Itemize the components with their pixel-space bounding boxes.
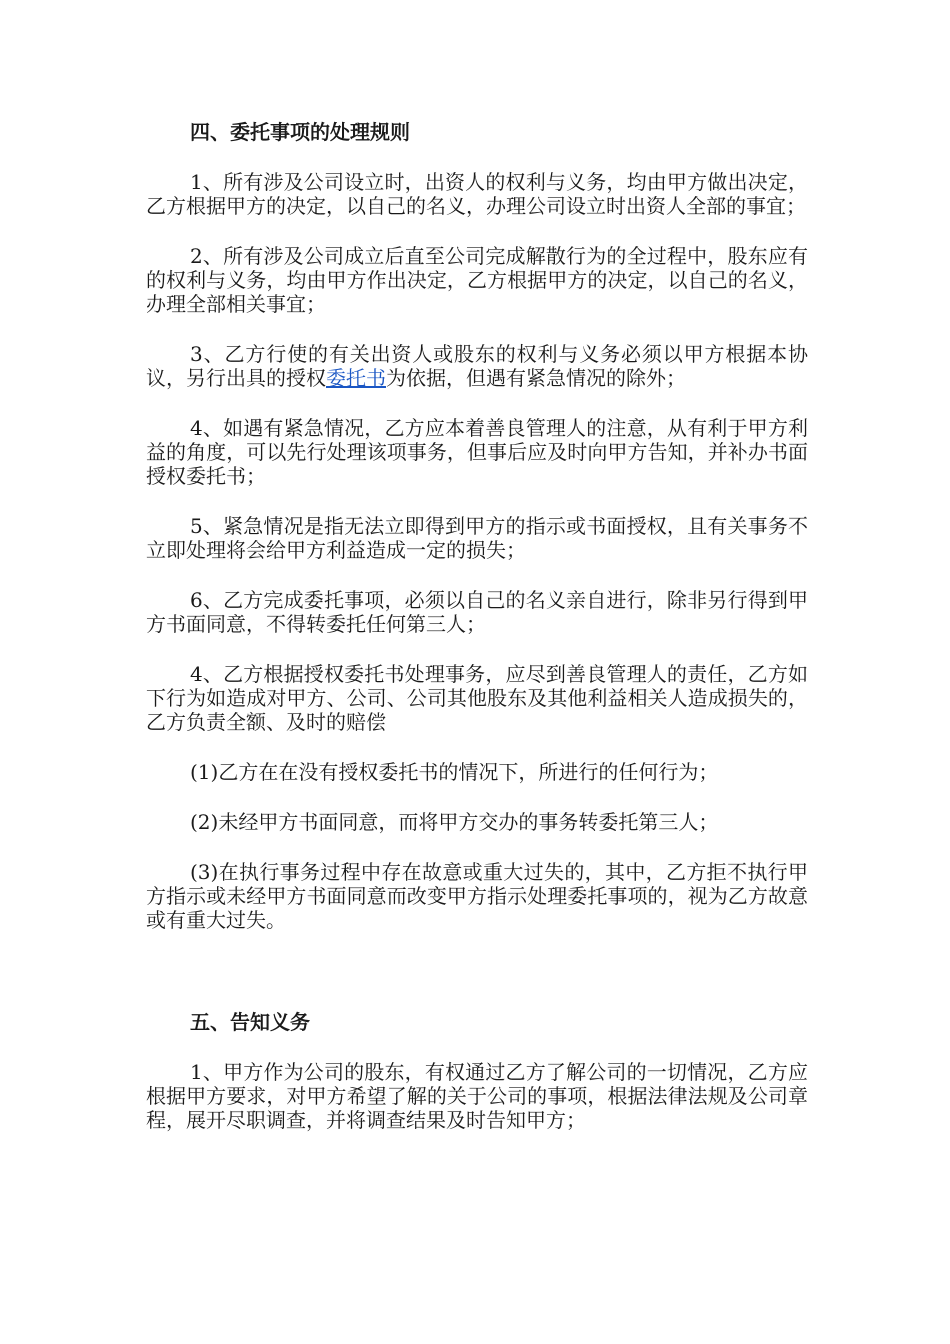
paragraph-3-text-after: 为依据，但遇有紧急情况的除外； <box>386 366 686 390</box>
section-4-item-1: (1)乙方在在没有授权委托书的情况下，所进行的任何行为； <box>190 760 719 784</box>
section-4-paragraph-6: 6、乙方完成委托事项，必须以自己的名义亲自进行，除非另行得到甲方书面同意，不得转委托任何第三人； <box>146 588 808 636</box>
entrustment-letter-link[interactable]: 委托书 <box>326 366 386 390</box>
section-4-item-3: (3)在执行事务过程中存在故意或重大过失的，其中，乙方拒不执行甲方指示或未经甲方书面同意而改变甲方指示处理委托事项的，视为乙方故意或有重大过失。 <box>146 860 808 932</box>
paragraph-3-text-before: 3、乙方行使的有关出资人或股东的权利与义务必须以甲方根据本协议，另行出具的授权 <box>146 342 808 390</box>
section-4-paragraph-1: 1、所有涉及公司设立时，出资人的权利与义务，均由甲方做出决定，乙方根据甲方的决定，以自己的名义，办理公司设立时出资人全部的事宜； <box>146 170 808 218</box>
section-4-item-2: (2)未经甲方书面同意，而将甲方交办的事务转委托第三人； <box>190 810 719 834</box>
section-4-paragraph-7: 4、乙方根据授权委托书处理事务，应尽到善良管理人的责任，乙方如下行为如造成对甲方、公司、公司其他股东及其他利益相关人造成损失的，乙方负责全额、及时的赔偿 <box>146 662 808 734</box>
section-4-paragraph-5: 5、紧急情况是指无法立即得到甲方的指示或书面授权，且有关事务不立即处理将会给甲方利益造成一定的损失； <box>146 514 808 562</box>
document-page <box>146 120 808 1132</box>
section-5-heading: 五、告知义务 <box>190 1010 310 1034</box>
section-4-paragraph-2: 2、所有涉及公司成立后直至公司完成解散行为的全过程中，股东应有的权利与义务，均由甲方作出决定，乙方根据甲方的决定，以自己的名义，办理全部相关事宜； <box>146 244 808 316</box>
section-5-paragraph-1: 1、甲方作为公司的股东，有权通过乙方了解公司的一切情况，乙方应根据甲方要求，对甲方希望了解的关于公司的事项，根据法律法规及公司章程，展开尽职调查，并将调查结果及时告知甲方； <box>146 1060 808 1132</box>
section-4-heading: 四、委托事项的处理规则 <box>190 120 410 144</box>
section-4-paragraph-3 <box>146 342 808 390</box>
section-4-paragraph-4: 4、如遇有紧急情况，乙方应本着善良管理人的注意，从有利于甲方利益的角度，可以先行处理该项事务，但事后应及时向甲方告知，并补办书面授权委托书； <box>146 416 808 488</box>
